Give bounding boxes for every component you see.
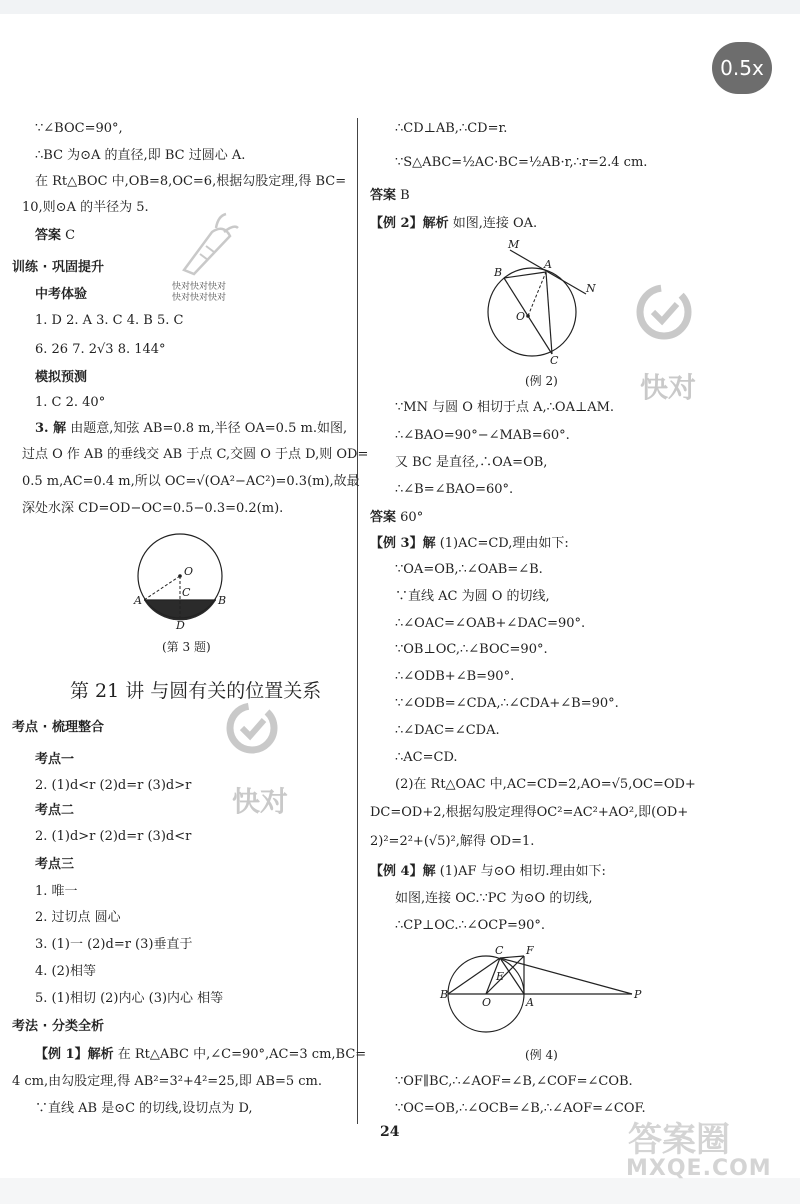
kuaidui-watermark: 快对 [640,371,697,404]
text-line [370,216,537,232]
section-heading: 考法 · 分类全析 [12,1019,104,1034]
label-o: O [482,996,492,1009]
text-line: ∴∠BAO=90°−∠MAB=60°. [395,428,570,443]
column-divider [357,118,358,1124]
label-b: B [440,988,449,1001]
chord-ac [546,272,552,354]
text-line: ∵OA=OB,∴∠OAB=∠B. [395,562,543,577]
answer-line [370,188,410,204]
answer-row: 1. 唯一 [35,884,78,899]
answer-row: 2. (1)d>r (2)d=r (3)d<r [35,829,192,844]
label-a: A [134,594,142,607]
text-line: 深处水深 CD=OD−OC=0.5−0.3=0.2(m). [22,501,284,516]
text-line: 过点 O 作 AB 的垂线交 AB 于点 C,交圆 O 于点 D,则 OD= [22,447,369,462]
figure-caption: (第 3 题) [162,640,211,654]
text-line: 10,则⊙A 的半径为 5. [22,200,149,215]
figure-caption: (例 2) [525,374,558,388]
example-label: 【例 1】解析 [35,1047,114,1062]
figure-example-2 [480,240,600,370]
center-point [526,314,530,318]
zoom-level-button[interactable]: 0.5x [712,42,772,94]
example-text: (1)AC=CD,理由如下: [439,536,569,551]
subsection-heading: 中考体验 [35,287,88,302]
label-o: O [184,565,194,578]
text-line: 4 cm,由勾股定理,得 AB²=3²+4²=25,即 AB=5 cm. [12,1074,322,1089]
text-line: ∵直线 AC 为圆 O 的切线, [395,589,550,604]
answer-value: C [65,228,76,243]
subsection-heading: 模拟预测 [35,370,88,385]
text-line: ∵∠ODB=∠CDA,∴∠CDA+∠B=90°. [395,696,619,711]
subsection-heading: 考点三 [35,857,75,872]
text-line: ∵∠BOC=90°, [35,121,123,136]
figure-3 [132,530,242,630]
label-b: B [218,594,227,607]
answer-value: 60° [400,510,424,525]
answer-label: 答案 [35,228,62,243]
section-heading: 训练 · 巩固提升 [12,260,104,275]
top-bar [0,0,800,14]
answer-line [35,228,75,244]
text-line: ∴∠ODB+∠B=90°. [395,669,515,684]
answer-row: 6. 26 7. 2√3 8. 144° [35,342,166,357]
text-line: ∵MN 与圆 O 相切于点 A,∴OA⊥AM. [395,400,615,415]
label-p: P [634,988,642,1001]
example-text: 在 Rt△ABC 中,∠C=90°,AC=3 cm,BC= [117,1047,367,1062]
label-a: A [526,996,534,1009]
text-line [35,421,347,437]
kuaidui-logo-icon [632,282,696,342]
figure-caption: (例 4) [525,1048,558,1062]
text-line: 在 Rt△BOC 中,OB=8,OC=6,根据勾股定理,得 BC= [35,174,347,189]
figure-example-4 [440,944,650,1034]
text-line: ∵OC=OB,∴∠OCB=∠B,∴∠AOF=∠COF. [395,1101,646,1116]
sticker-text: 快对快对快对 [172,282,227,292]
page-number: 24 [380,1124,400,1140]
label-b: B [494,266,503,279]
text-line: ∵OF∥BC,∴∠AOF=∠B,∠COF=∠COB. [395,1074,633,1089]
kuaidui-watermark: 快对 [232,785,289,818]
answer-row: 1. D 2. A 3. C 4. B 5. C [35,313,184,328]
text-line: 又 BC 是直径,∴OA=OB, [395,455,548,470]
answer-row: 3. (1)一 (2)d=r (3)垂直于 [35,937,193,952]
sticker-text: 快对快对快对 [172,293,227,303]
site-watermark: MXQE.COM [626,1156,772,1181]
label-c: C [550,354,559,367]
solution-text: 由题意,知弦 AB=0.8 m,半径 OA=0.5 m.如图, [70,421,348,436]
text-line: ∴CP⊥OC.∴∠OCP=90°. [395,918,546,933]
chord-ba [504,272,546,278]
example-text: 如图,连接 OA. [452,216,538,231]
text-line: ∵直线 AB 是⊙C 的切线,设切点为 D, [35,1101,253,1116]
text-line: ∴AC=CD. [395,750,458,765]
example-label: 【例 3】解 [370,536,436,551]
label-n: N [586,282,596,295]
tangent-mn [510,250,586,294]
label-c: C [182,586,191,599]
example-label: 【例 4】解 [370,864,436,879]
text-line: (2)在 Rt△OAC 中,AC=CD=2,AO=√5,OC=OD+ [395,777,696,792]
text-line: DC=OD+2,根据勾股定理得OC²=AC²+AO²,即(OD+ [370,805,689,820]
text-line: ∵S△ABC=½AC·BC=½AB·r,∴r=2.4 cm. [395,155,648,170]
label-d: D [176,619,185,632]
text-line: ∵OB⊥OC,∴∠BOC=90°. [395,642,548,657]
text-line: ∴CD⊥AB,∴CD=r. [395,121,508,136]
center-point [178,574,182,578]
site-logo: 答案圈 [628,1120,730,1160]
text-line: 如图,连接 OC.∵PC 为⊙O 的切线, [395,891,593,906]
text-line: 0.5 m,AC=0.4 m,所以 OC=√(OA²−AC²)=0.3(m),故最 [22,474,360,489]
label-m: M [508,238,520,251]
kuaidui-logo-icon [222,700,282,756]
answer-line [370,510,423,526]
subsection-heading: 考点一 [35,752,75,767]
text-line: ∴∠OAC=∠OAB+∠DAC=90°. [395,616,586,631]
text-line [370,536,569,552]
label-e: E [496,970,505,983]
section-heading: 考点 · 梳理整合 [12,720,104,735]
answer-label: 答案 [370,510,397,525]
answer-row: 2. 过切点 圆心 [35,910,121,925]
text-line: ∴∠DAC=∠CDA. [395,723,500,738]
label-c: C [495,944,504,957]
answer-row: 1. C 2. 40° [35,395,106,410]
answer-label: 答案 [370,188,397,203]
text-line [35,1047,366,1063]
bottom-bar [0,1178,800,1204]
text-line: 2)²=2²+(√5)²,解得 OD=1. [370,834,535,849]
label-a: A [544,258,552,271]
label-f: F [526,944,534,957]
radius-oa [144,576,180,600]
example-label: 【例 2】解析 [370,216,449,231]
segment-cf [500,956,524,958]
example-text: (1)AF 与⊙O 相切.理由如下: [439,864,606,879]
answer-row: 2. (1)d<r (2)d=r (3)d>r [35,778,192,793]
lecture-title: 第 21 讲 与圆有关的位置关系 [70,680,322,702]
text-line: ∴BC 为⊙A 的直径,即 BC 过圆心 A. [35,148,246,163]
answer-row: 4. (2)相等 [35,964,96,979]
answer-value: B [400,188,410,203]
carrot-sticker-icon [172,210,242,280]
label-o: O [516,310,526,323]
answer-row: 5. (1)相切 (2)内心 (3)内心 相等 [35,991,224,1006]
text-line [370,864,606,880]
text-line: ∴∠B=∠BAO=60°. [395,482,514,497]
solution-label: 3. 解 [35,421,67,436]
radius-oa [528,272,546,316]
subsection-heading: 考点二 [35,803,75,818]
